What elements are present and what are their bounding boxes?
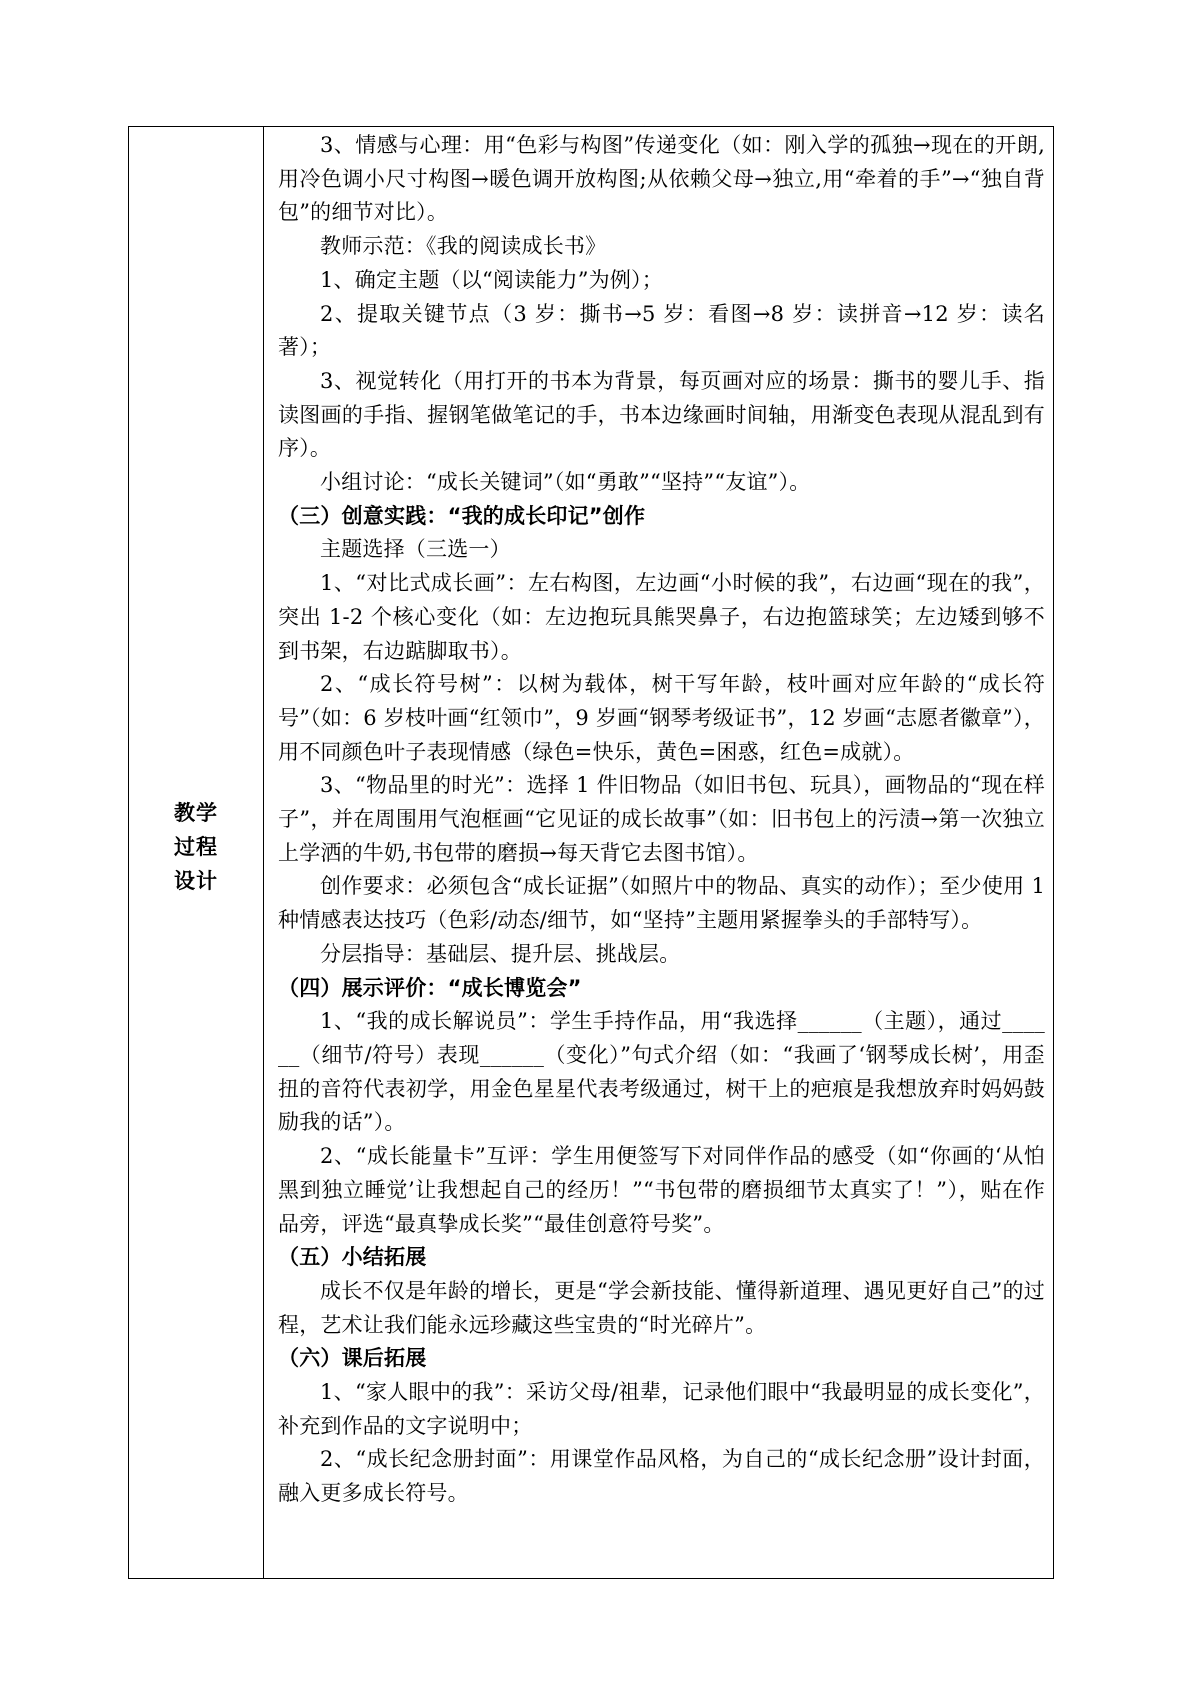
paragraph-theme-option-1: 1、“对比式成长画”：左右构图，左边画“小时候的我”，右边画“现在的我”，突出 1-2 个核心变化（如：左边抱玩具熊哭鼻子，右边抱篮球笑；左边矮到够不到书架，右边踮脚取书）。	[278, 571, 1045, 663]
paragraph-summary: 成长不仅是年龄的增长，更是“学会新技能、懂得新道理、遇见更好自己”的过程，艺术让我们能永远珍藏这些宝贵的“时光碎片”。	[278, 1278, 1045, 1337]
paragraph-creation-requirements: 创作要求：必须包含“成长证据”（如照片中的物品、真实的动作）；至少使用 1 种情感表达技巧（色彩/动态/细节，如“坚持”主题用紧握拳头的手部特写）。	[278, 874, 1045, 933]
section-heading-homework: （六）课后拓展	[278, 1346, 427, 1371]
content-cell	[264, 127, 1053, 1578]
paragraph-group-discussion: 小组讨论：“成长关键词”（如“勇敢”“坚持”“友谊”）。	[320, 470, 811, 495]
paragraph-demo-step-1: 1、确定主题（以“阅读能力”为例）；	[320, 267, 663, 292]
paragraph-theme-option-2: 2、“成长符号树”：以树为载体，树干写年龄，枝叶画对应年龄的“成长符号”（如：6 岁枝叶画“红领巾”，9 岁画“钢琴考级证书”，12 岁画“志愿者徽章”），用不同颜色叶子表现情感（绿色=快乐，黄色=困惑，红色=成就）。	[278, 672, 1045, 764]
paragraph-homework-2: 2、“成长纪念册封面”：用课堂作品风格，为自己的“成长纪念册”设计封面，融入更多成长符号。	[278, 1447, 1045, 1506]
paragraph-demo-step-2: 2、提取关键节点（3 岁：撕书→5 岁：看图→8 岁：读拼音→12 岁：读名著）；	[278, 301, 1045, 360]
paragraph-tiered-guidance: 分层指导：基础层、提升层、挑战层。	[320, 941, 681, 966]
section-heading-creative-practice: （三）创意实践：“我的成长印记”创作	[278, 503, 646, 528]
paragraph-homework-1: 1、“家人眼中的我”：采访父母/祖辈，记录他们眼中“我最明显的成长变化”，补充到作品的文字说明中；	[278, 1380, 1045, 1438]
paragraph-showcase-2: 2、“成长能量卡”互评：学生用便签写下对同伴作品的感受（如“你画的‘从怕黑到独立睡觉’让我想起自己的经历！”“书包带的磨损细节太真实了！”），贴在作品旁，评选“最真挚成长奖”“最佳创意符号奖”。	[278, 1144, 1045, 1236]
paragraph-teacher-demo: 教师示范：《我的阅读成长书》	[320, 234, 607, 259]
paragraph-theme-selection: 主题选择（三选一）	[320, 537, 511, 562]
section-heading-summary: （五）小结拓展	[278, 1245, 427, 1270]
paragraph-emotion-psychology: 3、情感与心理：用“色彩与构图”传递变化（如：刚入学的孤独→现在的开朗,用冷色调小尺寸构图→暖色调开放构图;从依赖父母→独立,用“牵着的手”→“独自背包”的细节对比）。	[278, 133, 1045, 225]
lesson-plan-table	[128, 126, 1054, 1579]
row-label: 教学过程设计	[174, 800, 218, 893]
section-heading-showcase: （四）展示评价：“成长博览会”	[278, 975, 582, 1000]
paragraph-demo-step-3: 3、视觉转化（用打开的书本为背景，每页画对应的场景：撕书的婴儿手、指读图画的手指、握钢笔做笔记的手，书本边缘画时间轴，用渐变色表现从混乱到有序）。	[278, 368, 1045, 461]
paragraph-showcase-1: 1、“我的成长解说员”：学生手持作品，用“我选择______（主题），通过______（细节/符号）表现______（变化）”句式介绍（如：“我画了‘钢琴成长树’，用歪扭的音符代表初学，用金色星星代表考级通过，树干上的疤痕是我想放弃时妈妈鼓励我的话”）。	[278, 1009, 1045, 1135]
paragraph-theme-option-3: 3、“物品里的时光”：选择 1 件旧物品（如旧书包、玩具），画物品的“现在样子”，并在周围用气泡框画“它见证的成长故事”（如：旧书包上的污渍→第一次独立上学洒的牛奶,书包带的磨损→每天背它去图书馆）。	[278, 773, 1045, 865]
row-label-cell	[129, 127, 264, 1578]
